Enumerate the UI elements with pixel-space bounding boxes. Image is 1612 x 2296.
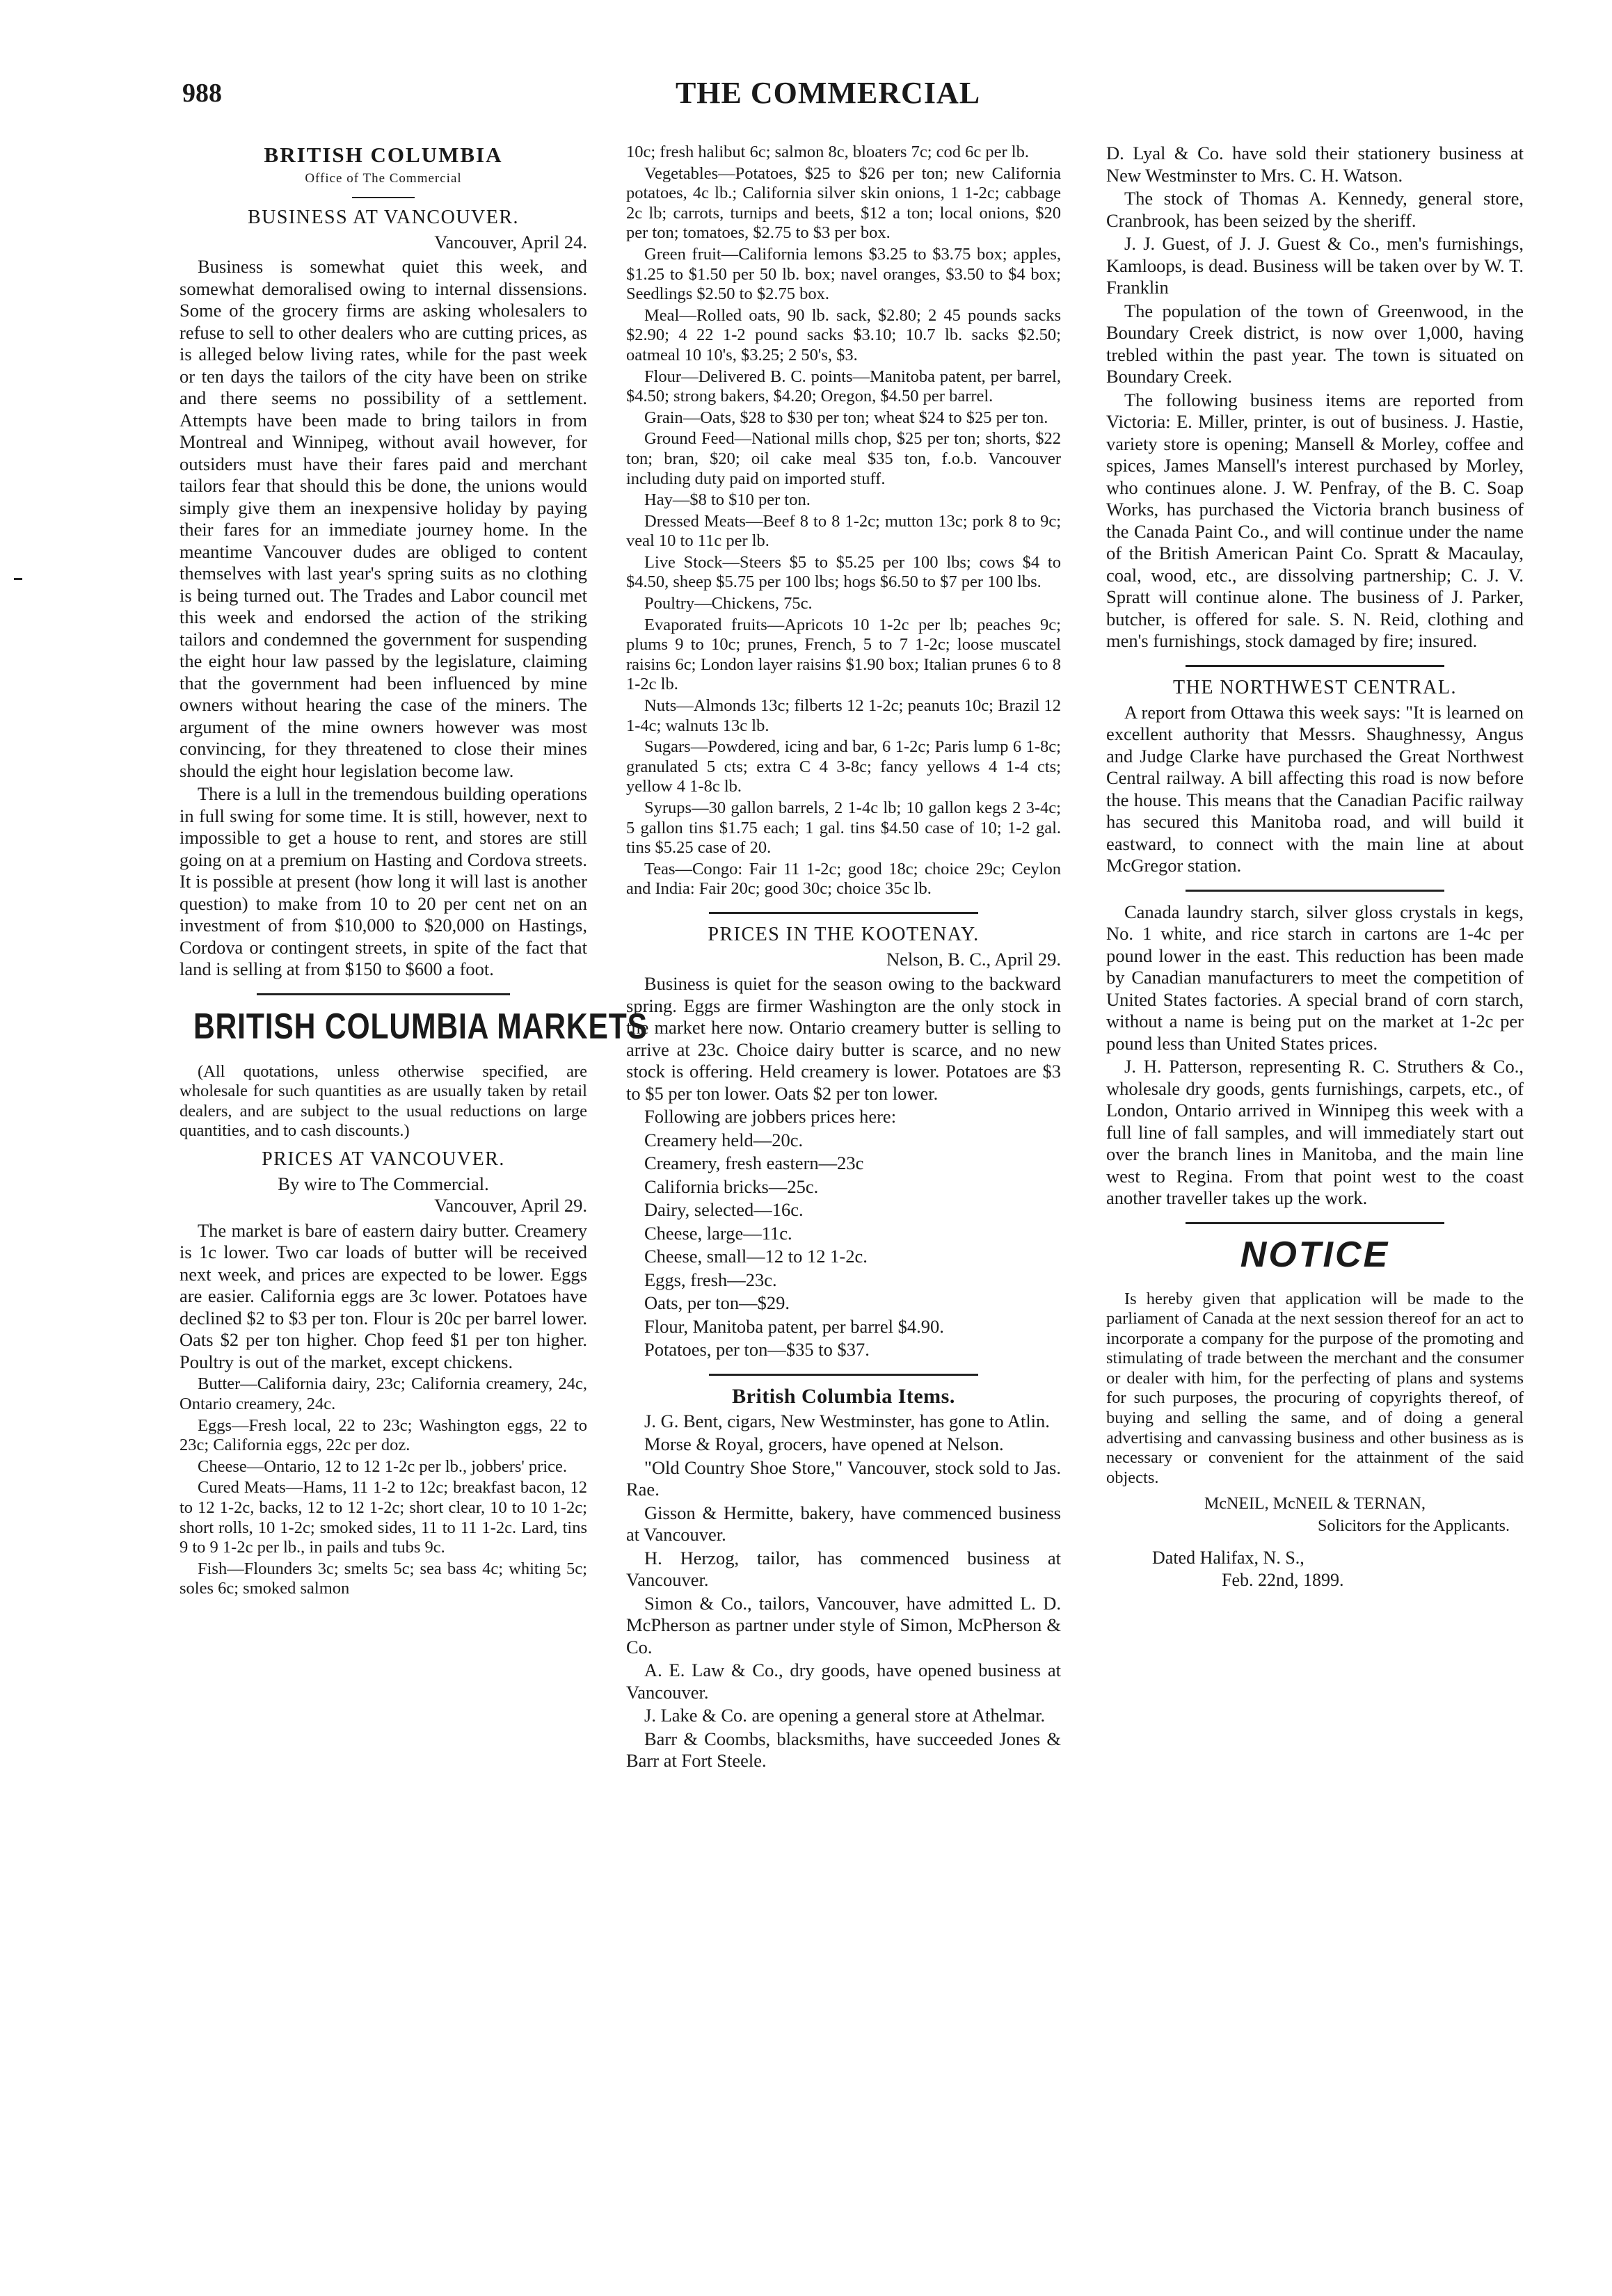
jobber-price: Cheese, small—12 to 12 1-2c. xyxy=(644,1246,868,1267)
jobber-price: Flour, Manitoba patent, per barrel $4.90. xyxy=(644,1315,944,1337)
news-item: J. Lake & Co. are opening a general store at Athelmar. xyxy=(644,1705,1046,1726)
price-item: Flour—Delivered B. C. points—Manitoba patent, per barrel, $4.50; strong bakers, $4.20; Oregon, $4.50 per barrel. xyxy=(626,367,1061,406)
news-item: The following business items are reported from Victoria: E. Miller, printer, is out of business. J. Hastie, variety store is opening; Mansell & Morley, coffee and spices, James Mansell's interest purchased by Morley, who continues alone. J. W. Penfray, of the B. C. Soap Works, has purchased the Victoria branch business of the Canada Paint Co., and will continue under the name of the British American Paint Co. Spratt & Macaulay, coal, wood, etc., are dissolving partnership; C. J. V. Spratt will continue alone. The business of J. Parker, butcher, is offered for sale. S. N. Reid, clothing and men's furnishings, stock damaged by fire; insured. xyxy=(1106,389,1524,651)
price-item: Syrups—30 gallon barrels, 2 1-4c lb; 10 gallon kegs 2 3-4c; 5 gallon tins $1.75 each; 1 gal. tins $4.50 case of 10; 1-2 gal. tins $5.25 case of 20. xyxy=(626,798,1061,858)
news-item: Morse & Royal, grocers, have opened at Nelson. xyxy=(644,1434,1004,1455)
notice-text: Is hereby given that application will be made to the parliament of Canada at the next session thereof for an act to incorporate a company for the purpose of the promoting and stimulating of trade between the merchant and the consumer or dealer with him, for the perfecting of plans and systems for such purposes, the procuring of copyrights thereof, of buying and selling the same, and of doing a general advertising and canvassing business and other business as is necessary or convenient for the attainment of the said objects. xyxy=(1106,1289,1524,1487)
divider xyxy=(709,912,979,914)
divider xyxy=(257,993,509,995)
price-item: Butter—California dairy, 23c; California creamery, 24c, Ontario creamery, 24c. xyxy=(179,1374,587,1413)
article-title: PRICES IN THE KOOTENAY. xyxy=(708,923,980,945)
dateline: Vancouver, April 24. xyxy=(434,231,587,252)
paragraph: A report from Ottawa this week says: "It is learned on excellent authority that Messrs. Shaughnessy, Angus and Judge Clarke have purchased the Great Northwest Central railway. A bill affecting this road is now before the house. This means that the Canadian Pacific railway has secured this Manitoba road, and will build it eastward, to connect with the main line at about McGregor station. xyxy=(1106,701,1524,876)
jobber-price: Creamery held—20c. xyxy=(644,1129,804,1150)
divider xyxy=(352,197,415,198)
article-title: THE NORTHWEST CENTRAL. xyxy=(1173,676,1457,698)
dateline: Nelson, B. C., April 29. xyxy=(886,948,1061,970)
paragraph: Business is somewhat quiet this week, and somewhat demoralised owing to internal dissensions. Some of the grocery firms are asking wholesalers to refuse to sell to other dealers who are cutting prices, as is alleged below living rates, while for the past week or ten days the tailors of the city have been on strike and there seems no possibility of a settlement. Attempts have been made to bring tailors in from Montreal and Winnipeg, without avail however, for outsiders must have their fares paid and merchant tailors fear that should this be done, the unions would simply give them an inexpensive holiday by paying their fares for an immediate journey home. In the meantime Vancouver dudes are obliged to content themselves with last year's spring suits as no clothing is being turned out. The Trades and Labor council met this week and endorsed the action of the striking tailors and condemned the government for suspending the eight hour law passed by the legislature, claiming that the government had been influenced by mine owners without hearing the case of the miners. The argument of the mine owners however was most convincing, for they threatened to close their mines should the eight hour legislation become law. xyxy=(179,256,587,781)
paragraph: J. H. Patterson, representing R. C. Struthers & Co., wholesale dry goods, gents furnishings, carpets, etc., of London, Ontario arrived in Winnipeg this week with a full line of fall samples, and will immediately start out over the branch lines in Manitoba, and the main line west to Regina. From that point west to the coast another traveller takes up the work. xyxy=(1106,1056,1524,1208)
margin-mark xyxy=(14,578,22,580)
column-1 xyxy=(179,143,648,1600)
jobber-price: Cheese, large—11c. xyxy=(644,1222,792,1244)
article-title: British Columbia Items. xyxy=(732,1384,955,1408)
price-item: Cured Meats—Hams, 11 1-2 to 12c; breakfast bacon, 12 to 12 1-2c, backs, 12 to 12 1-2c; short clear, 10 to 10 1-2c; short rolls, 10 1-2c; smoked sides, 11 to 11 1-2c. Lard, tins 9 to 9 1-2c per lb., in pails and tubs 9c. xyxy=(179,1478,587,1557)
dateline: Vancouver, April 29. xyxy=(434,1195,587,1217)
article-title: PRICES AT VANCOUVER. xyxy=(262,1148,505,1170)
notice-dated: Dated Halifax, N. S., xyxy=(1152,1548,1304,1568)
page-number: 988 xyxy=(182,79,222,108)
news-item: J. J. Guest, of J. J. Guest & Co., men's furnishings, Kamloops, is dead. Business will be taken over by W. T. Franklin xyxy=(1106,233,1524,298)
notice-signature: McNEIL, McNEIL & TERNAN, xyxy=(1204,1495,1426,1514)
price-item: Green fruit—California lemons $3.25 to $3.75 box; apples, $1.25 to $1.50 per 50 lb. box; navel oranges, $3.50 to $4 box; Seedlings $2.50 to $2.75 box. xyxy=(626,244,1061,304)
news-item: "Old Country Shoe Store," Vancouver, stock sold to Jas. Rae. xyxy=(626,1456,1061,1500)
price-item: Grain—Oats, $28 to $30 per ton; wheat $24 to $25 per ton. xyxy=(644,408,1048,427)
jobber-price: Dairy, selected—16c. xyxy=(644,1199,804,1221)
running-head: THE COMMERCIAL xyxy=(675,76,981,110)
price-item: Poultry—Chickens, 75c. xyxy=(644,594,813,613)
jobber-price: Potatoes, per ton—$35 to $37. xyxy=(644,1339,870,1360)
news-item: Simon & Co., tailors, Vancouver, have admitted L. D. McPherson as partner under style of Simon, McPherson & Co. xyxy=(626,1592,1061,1657)
news-item: Barr & Coombs, blacksmiths, have succeeded Jones & Barr at Fort Steele. xyxy=(626,1728,1061,1772)
news-item: Gisson & Hermitte, bakery, have commenced business at Vancouver. xyxy=(626,1502,1061,1546)
news-item: The stock of Thomas A. Kennedy, general store, Cranbrook, has been seized by the sheriff. xyxy=(1106,188,1524,231)
price-item: Hay—$8 to $10 per ton. xyxy=(644,490,811,510)
price-item: Meal—Rolled oats, 90 lb. sack, $2.80; 2 45 pounds sacks $2.90; 4 22 1-2 pound sacks $3.10; 10.7 lb. sacks $2.50; oatmeal 10 10's, $3.25; 2 50's, $3. xyxy=(626,305,1061,364)
price-item: Live Stock—Steers $5 to $5.25 per 100 lbs; cows $4 to $4.50, sheep $5.75 per 100 lbs; hogs $6.50 to $7 per 100 lbs. xyxy=(626,552,1061,592)
divider xyxy=(1186,665,1444,667)
jobbers-intro: Following are jobbers prices here: xyxy=(644,1106,897,1127)
paragraph: Canada laundry starch, silver gloss crystals in kegs, No. 1 white, and rice starch in cartons are 1-4c per pound lower in the east. This reduction has been made by Canadian manufacturers to meet the competition of United States factories. A special brand of corn starch, without a name is being put on the market at 1-2c per pound less than United States prices. xyxy=(1106,901,1524,1054)
article-title: BUSINESS AT VANCOUVER. xyxy=(247,206,520,228)
price-item: Eggs—Fresh local, 22 to 23c; Washington eggs, 22 to 23c; California eggs, 22c per doz. xyxy=(179,1415,587,1455)
jobber-price: Eggs, fresh—23c. xyxy=(644,1269,777,1290)
price-item: Evaporated fruits—Apricots 10 1-2c per lb; peaches 9c; plums 9 to 10c; prunes, French, 5 to 7 1-2c; loose muscatel raisins 6c; London layer raisins $1.90 box; Italian prunes 6 to 8 1-2c lb. xyxy=(626,615,1061,694)
section-title: BRITISH COLUMBIA xyxy=(264,143,503,167)
news-item: A. E. Law & Co., dry goods, have opened business at Vancouver. xyxy=(626,1660,1061,1703)
paragraph: Business is quiet for the season owing to the backward spring. Eggs are firmer Washington are the only stock in the market here now. Ontario creamery butter is selling to arrive at 23c. Choice dairy butter is scarce, and no new stock is offering. Held creamery is lower. Potatoes are $3 to $5 per ton lower. Oats $2 per ton lower. xyxy=(626,973,1061,1104)
price-item: 10c; fresh halibut 6c; salmon 8c, bloaters 7c; cod 6c per lb. xyxy=(626,143,1029,161)
paragraph: The market is bare of eastern dairy butter. Creamery is 1c lower. Two car loads of butter will be received next week, and prices are expected to be lower. Eggs are easier. California eggs are 3c lower. Potatoes have declined $2 to $3 per ton. Flour is 20c per barrel lower. Oats $2 per ton higher. Chop feed $1 per ton higher. Poultry is out of the market, except chickens. xyxy=(179,1219,587,1372)
divider xyxy=(709,1374,979,1376)
notice-signature-sub: Solicitors for the Applicants. xyxy=(1318,1516,1510,1535)
price-item: Nuts—Almonds 13c; filberts 12 1-2c; peanuts 10c; Brazil 12 1-4c; walnuts 13c lb. xyxy=(626,696,1061,735)
section-subtitle: Office of The Commercial xyxy=(305,171,462,186)
price-item: Vegetables—Potatoes, $25 to $26 per ton; new California potatoes, 4c lb.; California silver skin onions, 1 1-2c; cabbage 2c lb; carrots, turnips and beets, $12 a ton; local onions, $20 per ton; tomatoes, $2.75 to $3 per box. xyxy=(626,163,1061,243)
price-item: Sugars—Powdered, icing and bar, 6 1-2c; Paris lump 6 1-8c; granulated 5 cts; extra C 4 3-8c; fancy yellows 4 1-4 cts; yellow 4 1-8c lb. xyxy=(626,737,1061,796)
jobber-price: Oats, per ton—$29. xyxy=(644,1292,790,1314)
column-3 xyxy=(1106,143,1524,1591)
price-item: Teas—Congo: Fair 11 1-2c; good 18c; choice 29c; Ceylon and India: Fair 20c; good 30c; choice 35c lb. xyxy=(626,859,1061,899)
jobber-price: Creamery, fresh eastern—23c xyxy=(644,1153,864,1174)
price-item: Ground Feed—National mills chop, $25 per ton; shorts, $22 ton; bran, $20; oil cake meal $35 ton, f.o.b. Vancouver including duty paid on imported stuff. xyxy=(626,429,1061,488)
notice-heading: NOTICE xyxy=(1240,1234,1390,1275)
price-item: Fish—Flounders 3c; smelts 5c; sea bass 4c; whiting 5c; soles 6c; smoked salmon xyxy=(179,1559,587,1598)
news-item: J. G. Bent, cigars, New Westminster, has gone to Atlin. xyxy=(644,1410,1050,1431)
notice-date: Feb. 22nd, 1899. xyxy=(1222,1569,1344,1590)
divider xyxy=(1186,1222,1444,1224)
price-item: Dressed Meats—Beef 8 to 8 1-2c; mutton 13c; pork 8 to 9c; veal 10 to 11c per lb. xyxy=(626,511,1061,551)
jobber-price: California bricks—25c. xyxy=(644,1175,819,1197)
news-item: H. Herzog, tailor, has commenced business at Vancouver. xyxy=(626,1547,1061,1591)
news-item: The population of the town of Greenwood, in the Boundary Creek district, is now over 1,000, having trebled within the past year. The town is situated on Boundary Creek. xyxy=(1106,300,1524,387)
markets-note: (All quotations, unless otherwise specified, are wholesale for such quantities as are usually taken by retail dealers, and are subject to the usual reductions on large quantities, and to cash discounts.) xyxy=(179,1061,587,1141)
price-item: Cheese—Ontario, 12 to 12 1-2c per lb., jobbers' price. xyxy=(198,1456,568,1476)
divider xyxy=(1186,890,1444,892)
paragraph: There is a lull in the tremendous building operations in full swing for some time. It is still, however, next to impossible to get a house to rent, and stores are still going on at a premium on Hasting and Cordova streets. It is possible at present (how long it will last is another question) to make from 10 to 20 per cent net on an investment of from $10,000 to $20,000 on Hastings, Cordova or contingent streets, in spite of the fact that land is selling at from $150 to $600 a foot. xyxy=(179,783,587,979)
byline: By wire to The Commercial. xyxy=(278,1173,489,1194)
markets-heading: BRITISH COLUMBIA MARKETS xyxy=(193,1006,648,1047)
news-item: D. Lyal & Co. have sold their stationery business at New Westminster to Mrs. C. H. Watson. xyxy=(1106,143,1524,186)
column-2 xyxy=(626,143,1061,1774)
